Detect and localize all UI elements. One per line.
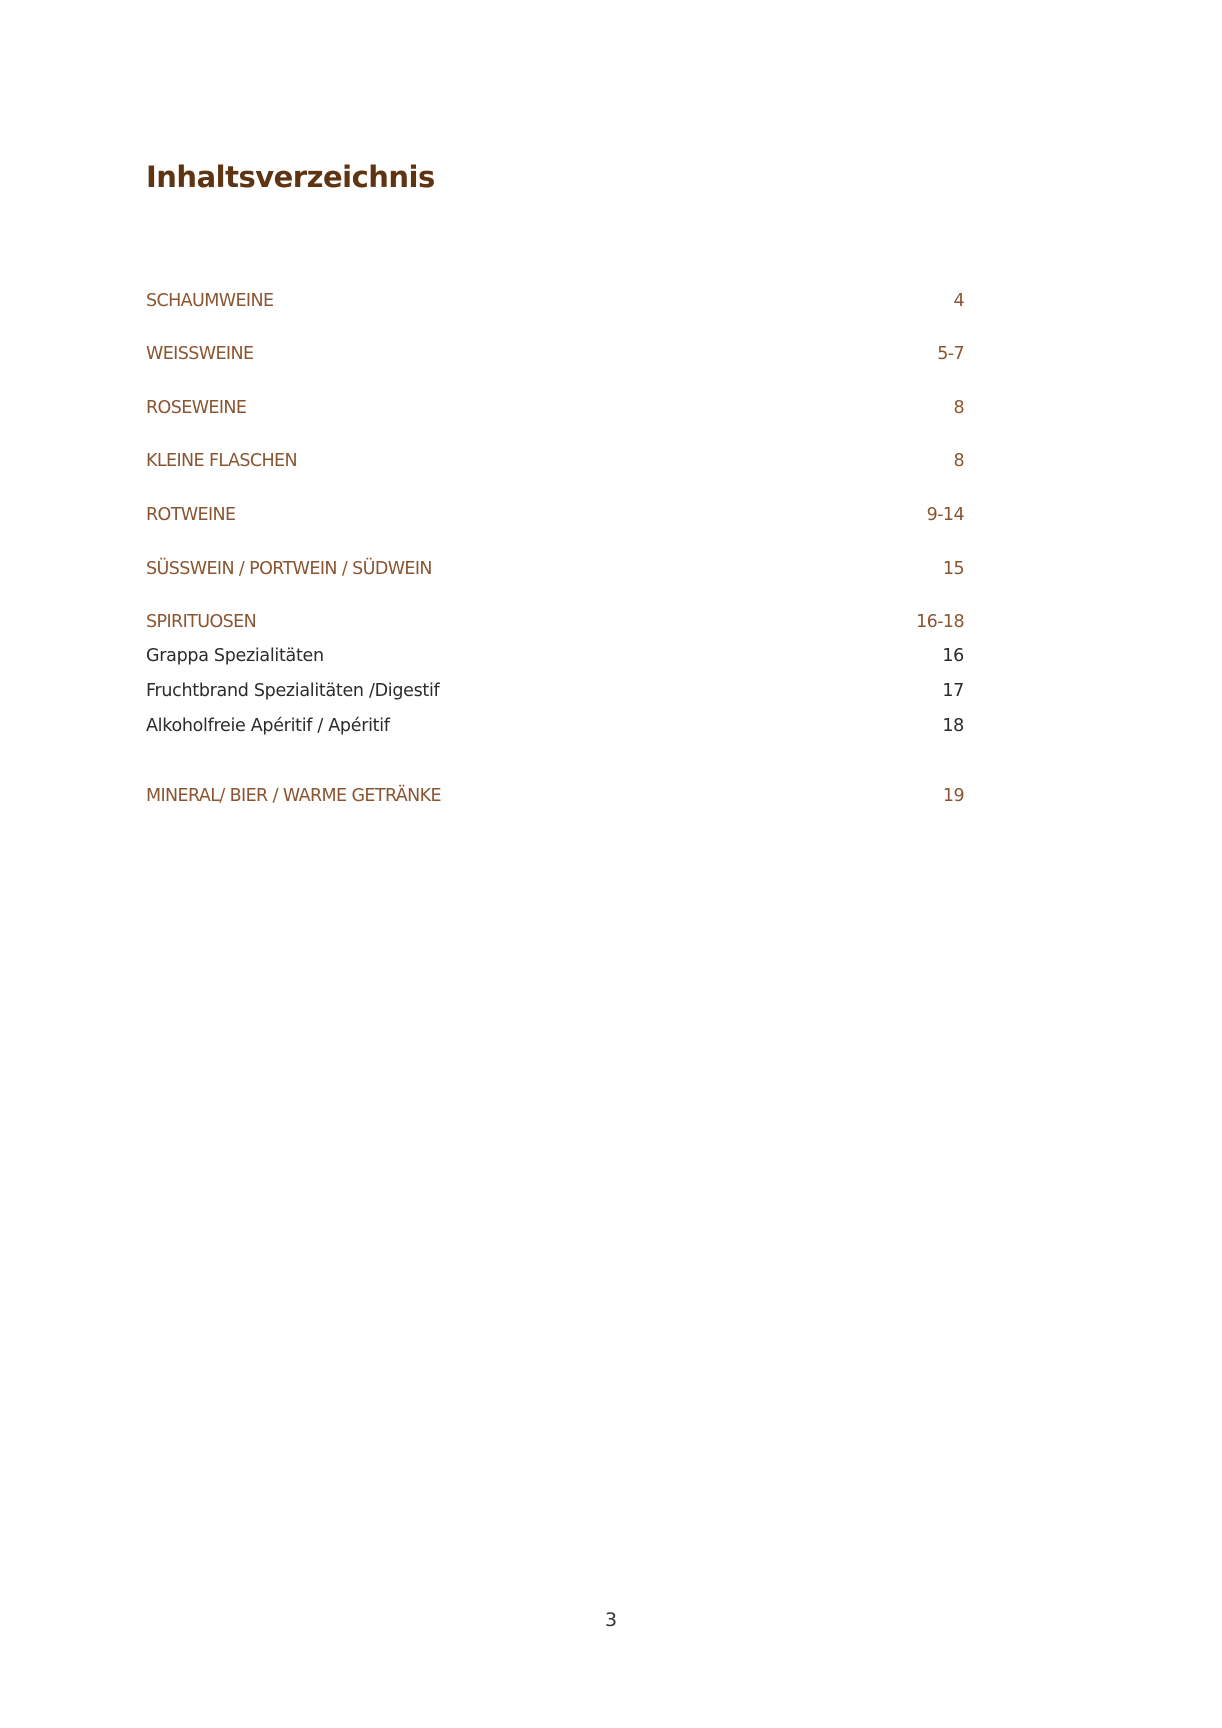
toc-subentry-fruchtbrand[interactable] [146,683,964,701]
page-number: 3 [604,1609,618,1631]
toc-entry-roseweine[interactable] [146,400,964,418]
toc-entry-label: Alkoholfreie Apéritif / Apéritif [146,716,390,736]
toc-entry-pages: 8 [953,398,964,418]
toc-entry-pages: 16-18 [916,612,964,632]
toc-subentry-aperitif[interactable] [146,718,964,736]
toc-entry-pages: 4 [953,291,964,311]
toc-entry-rotweine[interactable] [146,507,964,525]
toc-entry-weissweine[interactable] [146,346,964,364]
toc-entry-suesswein[interactable] [146,561,964,579]
toc-entry-spirituosen[interactable] [146,614,964,632]
toc-entry-schaumweine[interactable] [146,293,964,311]
toc-subentry-grappa[interactable] [146,648,964,666]
toc-entry-label: Fruchtbrand Spezialitäten /Digestif [146,681,440,701]
toc-entry-pages: 18 [942,716,964,736]
toc-entry-pages: 17 [942,681,964,701]
toc-entry-pages: 19 [942,786,964,806]
toc-entry-label: ROSEWEINE [146,398,247,418]
toc-entry-label: SCHAUMWEINE [146,291,274,311]
toc-entry-label: ROTWEINE [146,505,236,525]
toc-entry-kleine-flaschen[interactable] [146,453,964,471]
toc-entry-mineral-bier[interactable] [146,788,964,806]
toc-entry-label: KLEINE FLASCHEN [146,451,297,471]
toc-entry-pages: 9-14 [926,505,964,525]
toc-entry-label: MINERAL/ BIER / WARME GETRÄNKE [146,786,441,806]
toc-entry-label: SÜSSWEIN / PORTWEIN / SÜDWEIN [146,559,432,579]
toc-entry-label: WEISSWEINE [146,344,254,364]
page-title: Inhaltsverzeichnis [146,160,435,194]
toc-entry-pages: 15 [942,559,964,579]
toc-entry-label: SPIRITUOSEN [146,612,257,632]
toc-entry-pages: 16 [942,646,964,666]
toc-entry-label: Grappa Spezialitäten [146,646,324,666]
toc-entry-pages: 8 [953,451,964,471]
toc-entry-pages: 5-7 [937,344,964,364]
